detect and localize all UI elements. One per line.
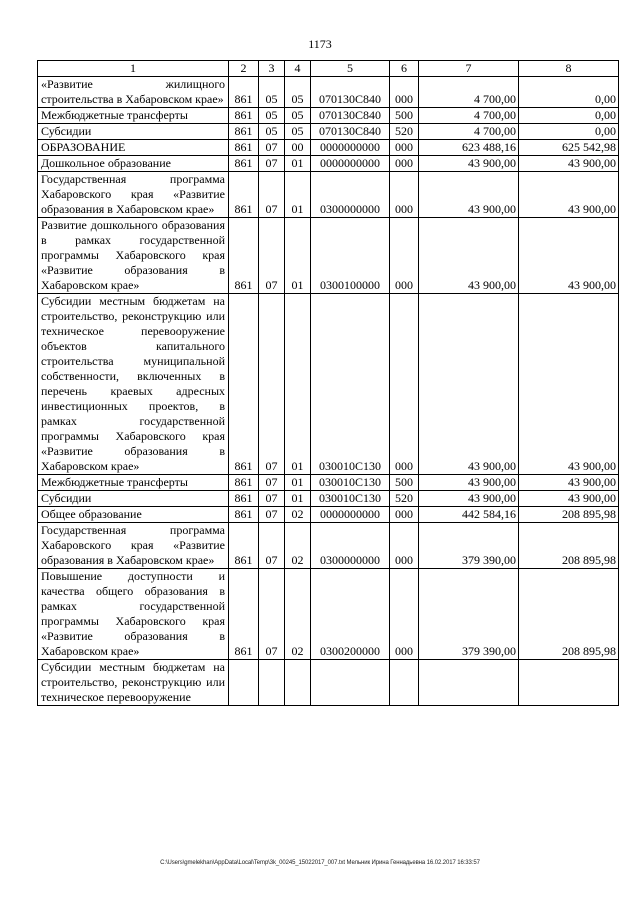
column-header: 8 [519, 61, 619, 77]
column-header: 2 [229, 61, 259, 77]
row-target-article: 0300000000 [311, 172, 390, 218]
row-expense-type: 000 [390, 569, 419, 660]
table-row [38, 218, 619, 294]
row-ministry-code: 861 [229, 172, 259, 218]
row-section-code: 07 [259, 172, 285, 218]
row-amount-year2: 43 900,00 [519, 172, 619, 218]
row-expense-type: 000 [390, 294, 419, 475]
table-row [38, 507, 619, 523]
row-target-article: 070130С840 [311, 108, 390, 124]
row-name-cell: Субсидии местным бюджетам на строительство, реконструкцию или техническое перевооружение [38, 660, 229, 706]
row-amount-year1 [419, 660, 519, 706]
table-row [38, 124, 619, 140]
row-subsection-code: 05 [285, 124, 311, 140]
row-section-code: 07 [259, 491, 285, 507]
row-expense-type: 000 [390, 156, 419, 172]
row-subsection-code: 05 [285, 77, 311, 108]
row-name-cell: ОБРАЗОВАНИЕ [38, 140, 229, 156]
row-section-code: 07 [259, 523, 285, 569]
row-section-code [259, 660, 285, 706]
row-name-cell: Повышение доступности и качества общего образования в рамках государственной программы Хабаровского края «Развитие образования в Хабаровском крае» [38, 569, 229, 660]
row-target-article: 0300000000 [311, 523, 390, 569]
row-subsection-code [285, 660, 311, 706]
row-amount-year1: 43 900,00 [419, 475, 519, 491]
column-header: 3 [259, 61, 285, 77]
row-subsection-code: 05 [285, 108, 311, 124]
row-amount-year1: 623 488,16 [419, 140, 519, 156]
row-target-article: 070130С840 [311, 77, 390, 108]
row-name-cell: Государственная программа Хабаровского края «Развитие образования в Хабаровском крае» [38, 172, 229, 218]
row-target-article [311, 660, 390, 706]
row-ministry-code: 861 [229, 140, 259, 156]
table-row [38, 569, 619, 660]
row-amount-year1: 4 700,00 [419, 77, 519, 108]
row-target-article: 030010С130 [311, 294, 390, 475]
row-ministry-code: 861 [229, 108, 259, 124]
row-expense-type: 520 [390, 124, 419, 140]
row-section-code: 05 [259, 77, 285, 108]
row-amount-year1: 43 900,00 [419, 156, 519, 172]
row-expense-type: 000 [390, 523, 419, 569]
row-subsection-code: 01 [285, 172, 311, 218]
row-name-cell: Государственная программа Хабаровского края «Развитие образования в Хабаровском крае» [38, 523, 229, 569]
column-header: 7 [419, 61, 519, 77]
row-target-article: 070130С840 [311, 124, 390, 140]
table-row [38, 475, 619, 491]
row-ministry-code: 861 [229, 218, 259, 294]
row-target-article: 0300100000 [311, 218, 390, 294]
row-ministry-code: 861 [229, 156, 259, 172]
row-amount-year1: 4 700,00 [419, 124, 519, 140]
row-ministry-code: 861 [229, 475, 259, 491]
row-amount-year2: 43 900,00 [519, 218, 619, 294]
row-expense-type [390, 660, 419, 706]
row-target-article: 0000000000 [311, 156, 390, 172]
row-ministry-code: 861 [229, 294, 259, 475]
footer-file-path: C:\Users\gmelekhan\AppData\Local\Temp\3k_00245_15022017_007.txt Мельник Ирина Геннадьевна 16.02.2017 16:33:57 [160, 860, 480, 866]
row-amount-year2: 208 895,98 [519, 523, 619, 569]
column-header: 1 [38, 61, 229, 77]
row-subsection-code: 00 [285, 140, 311, 156]
column-header: 5 [311, 61, 390, 77]
row-expense-type: 520 [390, 491, 419, 507]
row-target-article: 030010С130 [311, 491, 390, 507]
row-amount-year2: 0,00 [519, 124, 619, 140]
row-section-code: 07 [259, 218, 285, 294]
row-subsection-code: 01 [285, 156, 311, 172]
column-header: 4 [285, 61, 311, 77]
row-target-article: 0000000000 [311, 140, 390, 156]
row-ministry-code: 861 [229, 523, 259, 569]
row-amount-year2: 0,00 [519, 108, 619, 124]
row-name-cell: Развитие дошкольного образования в рамках государственной программы Хабаровского края «Развитие образования в Хабаровском крае» [38, 218, 229, 294]
row-amount-year2 [519, 660, 619, 706]
row-expense-type: 000 [390, 507, 419, 523]
row-subsection-code: 01 [285, 491, 311, 507]
row-ministry-code: 861 [229, 77, 259, 108]
row-section-code: 07 [259, 569, 285, 660]
row-amount-year2: 43 900,00 [519, 156, 619, 172]
row-ministry-code [229, 660, 259, 706]
row-amount-year1: 4 700,00 [419, 108, 519, 124]
row-name-cell: Межбюджетные трансферты [38, 108, 229, 124]
row-name-cell: Субсидии местным бюджетам на строительство, реконструкцию или техническое перевооружение объектов капитального строительства муниципальной собственности, включенных в перечень краевых адресных инвестиционных проектов, в рамках государственной программы Хабаровского края «Развитие образования в Хабаровском крае» [38, 294, 229, 475]
row-name-cell: «Развитие жилищного строительства в Хабаровском крае» [38, 77, 229, 108]
row-target-article: 0300200000 [311, 569, 390, 660]
row-amount-year2: 208 895,98 [519, 507, 619, 523]
row-subsection-code: 02 [285, 569, 311, 660]
table-header-row [38, 61, 619, 77]
row-amount-year2: 0,00 [519, 77, 619, 108]
row-subsection-code: 01 [285, 475, 311, 491]
row-expense-type: 000 [390, 77, 419, 108]
table-row [38, 140, 619, 156]
row-amount-year1: 43 900,00 [419, 172, 519, 218]
row-section-code: 07 [259, 156, 285, 172]
row-amount-year1: 43 900,00 [419, 491, 519, 507]
table-row [38, 660, 619, 706]
page-number: 1173 [308, 37, 332, 51]
row-expense-type: 500 [390, 475, 419, 491]
row-ministry-code: 861 [229, 569, 259, 660]
column-header: 6 [390, 61, 419, 77]
row-amount-year1: 379 390,00 [419, 569, 519, 660]
budget-table [37, 60, 619, 706]
table-row [38, 523, 619, 569]
row-section-code: 07 [259, 140, 285, 156]
row-amount-year2: 43 900,00 [519, 491, 619, 507]
table-row [38, 172, 619, 218]
table-row [38, 108, 619, 124]
row-expense-type: 000 [390, 218, 419, 294]
row-target-article: 0000000000 [311, 507, 390, 523]
row-amount-year1: 43 900,00 [419, 294, 519, 475]
row-name-cell: Дошкольное образование [38, 156, 229, 172]
row-amount-year2: 625 542,98 [519, 140, 619, 156]
row-expense-type: 000 [390, 140, 419, 156]
table-row [38, 77, 619, 108]
table-row [38, 294, 619, 475]
row-subsection-code: 02 [285, 523, 311, 569]
table-row [38, 156, 619, 172]
row-amount-year2: 43 900,00 [519, 294, 619, 475]
table-row [38, 491, 619, 507]
row-subsection-code: 01 [285, 294, 311, 475]
row-ministry-code: 861 [229, 491, 259, 507]
row-name-cell: Общее образование [38, 507, 229, 523]
row-name-cell: Субсидии [38, 491, 229, 507]
row-section-code: 05 [259, 108, 285, 124]
row-expense-type: 500 [390, 108, 419, 124]
row-section-code: 05 [259, 124, 285, 140]
row-expense-type: 000 [390, 172, 419, 218]
row-ministry-code: 861 [229, 507, 259, 523]
row-name-cell: Межбюджетные трансферты [38, 475, 229, 491]
row-section-code: 07 [259, 475, 285, 491]
row-name-cell: Субсидии [38, 124, 229, 140]
table-body [38, 77, 619, 706]
row-ministry-code: 861 [229, 124, 259, 140]
row-section-code: 07 [259, 507, 285, 523]
row-amount-year1: 442 584,16 [419, 507, 519, 523]
row-amount-year2: 43 900,00 [519, 475, 619, 491]
row-subsection-code: 01 [285, 218, 311, 294]
row-amount-year2: 208 895,98 [519, 569, 619, 660]
row-amount-year1: 379 390,00 [419, 523, 519, 569]
row-amount-year1: 43 900,00 [419, 218, 519, 294]
row-target-article: 030010С130 [311, 475, 390, 491]
row-section-code: 07 [259, 294, 285, 475]
row-subsection-code: 02 [285, 507, 311, 523]
